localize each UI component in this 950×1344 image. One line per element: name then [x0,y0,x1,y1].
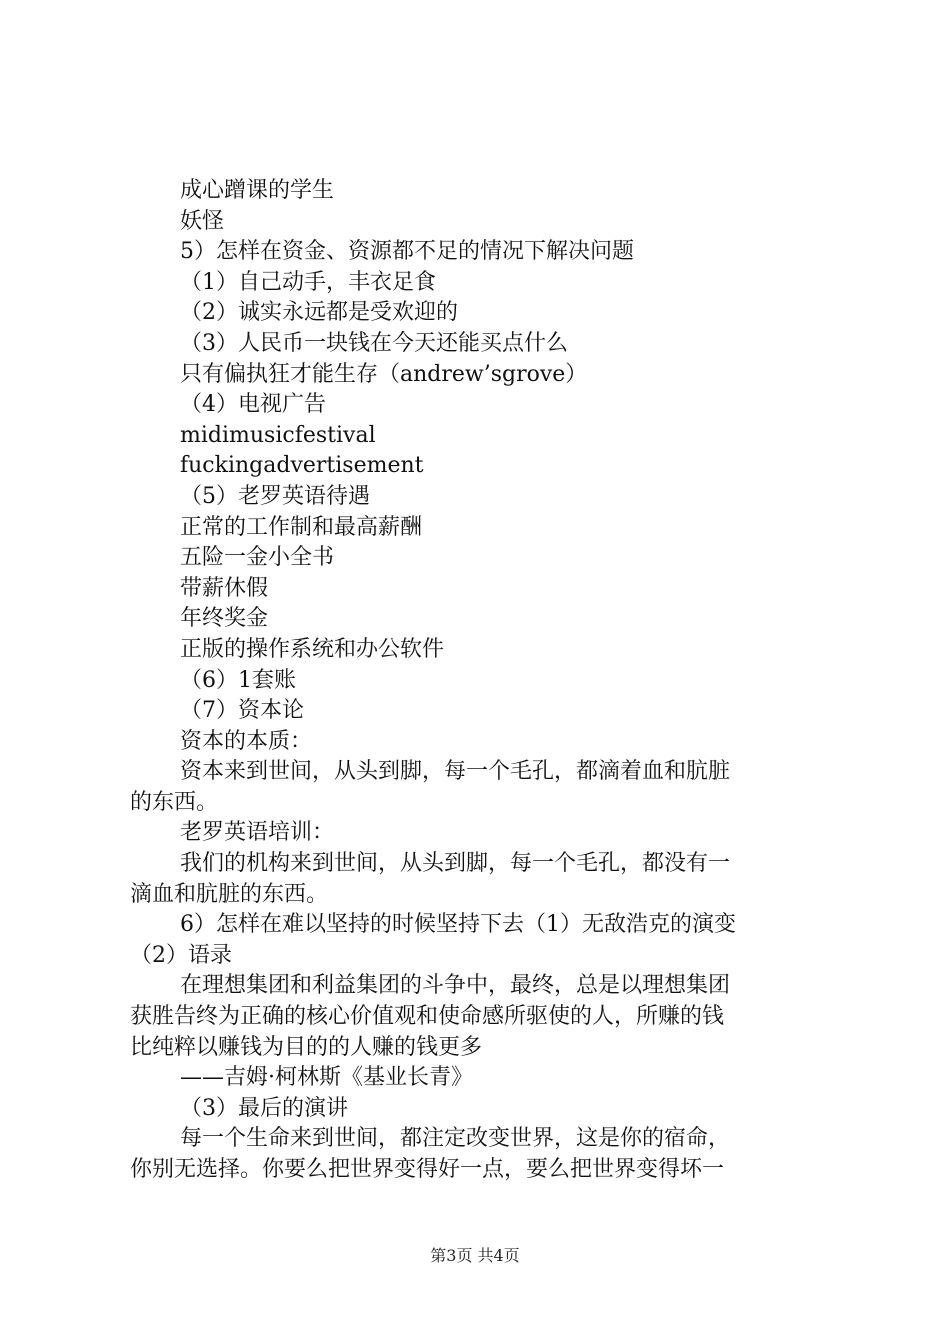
text-line: 资本来到世间，从头到脚，每一个毛孔，都滴着血和肮脏 [180,759,731,785]
text-line: （5）老罗英语待遇 [180,483,370,509]
text-line: 正版的操作系统和办公软件 [180,636,445,662]
page-footer: 第3页 共4页 [430,1246,520,1265]
text-line: （3）最后的演讲 [180,1095,348,1121]
text-line: 带薪休假 [180,575,269,601]
document-body [130,176,832,1186]
quote-line: 比纯粹以赚钱为目的的人赚的钱更多 [130,1034,483,1060]
text-line: 滴血和肮脏的东西。 [130,881,329,907]
text-line: 我们的机构来到世间，从头到脚，每一个毛孔，都没有一 [180,851,731,877]
text-line: 妖怪 [180,208,225,234]
text-line: 成心蹭课的学生 [180,178,335,203]
text-line: 只有偏执狂才能生存（andrew’sgrove） [180,361,588,387]
text-line: （2）诚实永远都是受欢迎的 [180,300,458,326]
text-line: 老罗英语培训： [180,820,335,846]
quote-attribution: ——吉姆·柯林斯《基业长青》 [180,1065,473,1091]
quote-line: 获胜告终为正确的核心价值观和使命感所驱使的人，所赚的钱 [130,1004,725,1030]
text-line: 你别无选择。你要么把世界变得好一点，要么把世界变得坏一 [130,1157,725,1182]
text-line: 正常的工作制和最高薪酬 [180,514,423,540]
text-line: 资本的本质： [180,728,313,754]
text-line: （2）语录 [130,942,232,968]
text-line: 五险一金小全书 [180,545,335,571]
quote-line: 在理想集团和利益集团的斗争中，最终，总是以理想集团 [180,973,731,999]
text-line: （7）资本论 [180,698,304,724]
text-line: （6）1套账 [180,667,296,693]
text-line: 年终奖金 [180,606,269,632]
text-line: 的东西。 [130,789,219,815]
text-line: （4）电视广告 [180,392,326,418]
text-line: 每一个生命来到世间，都注定改变世界，这是你的宿命， [180,1126,731,1152]
text-line: fuckingadvertisement [180,453,424,479]
text-line: midimusicfestival [180,422,376,448]
section-heading: 6）怎样在难以坚持的时候坚持下去（1）无敌浩克的演变 [180,912,736,938]
text-line: （3）人民币一块钱在今天还能买点什么 [180,330,568,356]
text-line: （1）自己动手，丰衣足食 [180,269,436,295]
section-heading: 5）怎样在资金、资源都不足的情况下解决问题 [180,239,634,265]
